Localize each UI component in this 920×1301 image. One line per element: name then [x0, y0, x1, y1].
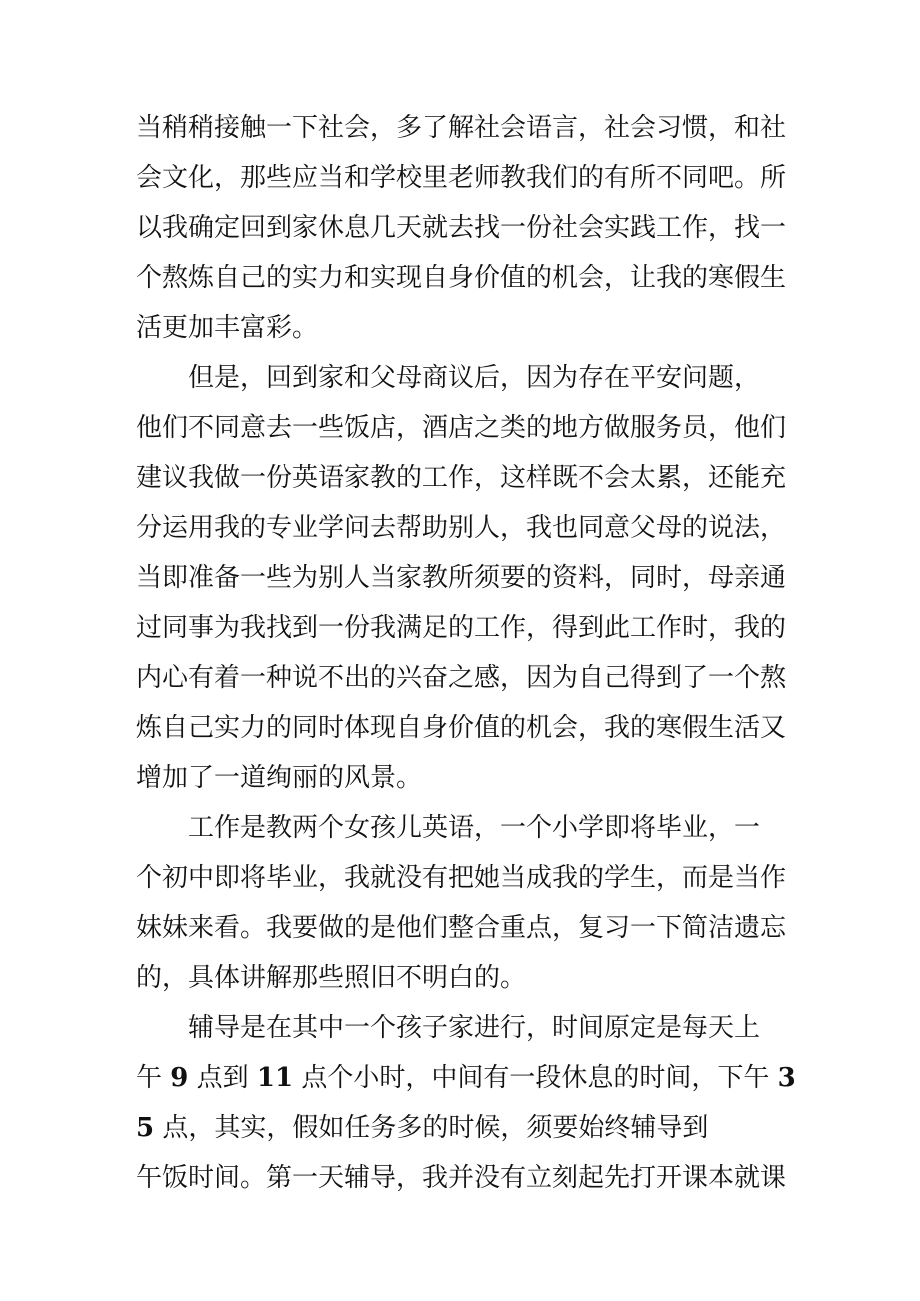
text-line: 个初中即将毕业，我就没有把她当成我的学生，而是当作: [136, 863, 787, 893]
text-line-with-numbers: [136, 1106, 796, 1150]
paragraph-start-line: 但是，回到家和父母商议后，因为存在平安问题，: [188, 363, 761, 393]
paragraph-start-line: 工作是教两个女孩儿英语，一个小学即将毕业，一: [188, 813, 761, 843]
text-line: 妹妹来看。我要做的是他们整合重点，复习一下简洁遗忘: [136, 913, 787, 943]
text-line: 当稍稍接触一下社会，多了解社会语言，社会习惯，和社: [136, 113, 787, 143]
number-5: 5: [136, 1113, 155, 1143]
text-line: 当即准备一些为别人当家教所须要的资料，同时，母亲通: [136, 563, 787, 593]
text-segment: 点，其实，假如任务多的时候，须要始终辅导到: [154, 1113, 709, 1143]
number-3: 3: [777, 1063, 796, 1093]
text-segment: 点到: [188, 1063, 257, 1093]
text-line: 他们不同意去一些饭店，酒店之类的地方做服务员，他们: [136, 413, 787, 443]
text-line: 内心有着一种说不出的兴奋之感，因为自己得到了一个熬: [136, 663, 787, 693]
number-9: 9: [170, 1063, 189, 1093]
text-segment: 点个小时，中间有一段休息的时间，下午: [293, 1063, 778, 1093]
text-line: 过同事为我找到一份我满足的工作，得到此工作时，我的: [136, 613, 787, 643]
text-line: 以我确定回到家休息几天就去找一份社会实践工作，找一: [136, 213, 787, 243]
text-segment: 午: [136, 1063, 171, 1093]
text-line: 活更加丰富彩。: [136, 313, 319, 343]
text-line: 分运用我的专业学问去帮助别人，我也同意父母的说法，: [136, 513, 787, 543]
text-line-with-numbers: [136, 1056, 796, 1100]
text-line: 的，具体讲解那些照旧不明白的。: [136, 963, 527, 993]
text-line: 午饭时间。第一天辅导，我并没有立刻起先打开课本就课: [136, 1163, 787, 1193]
text-line: 炼自己实力的同时体现自身价值的机会，我的寒假生活又: [136, 713, 787, 743]
paragraph-start-line: 辅导是在其中一个孩子家进行，时间原定是每天上: [188, 1013, 761, 1043]
text-line: 建议我做一份英语家教的工作，这样既不会太累，还能充: [136, 463, 787, 493]
number-11: 11: [256, 1063, 294, 1093]
text-line: 会文化，那些应当和学校里老师教我们的有所不同吧。所: [136, 163, 787, 193]
text-line: 个熬炼自己的实力和实现自身价值的机会，让我的寒假生: [136, 263, 787, 293]
text-line: 增加了一道绚丽的风景。: [136, 763, 423, 793]
